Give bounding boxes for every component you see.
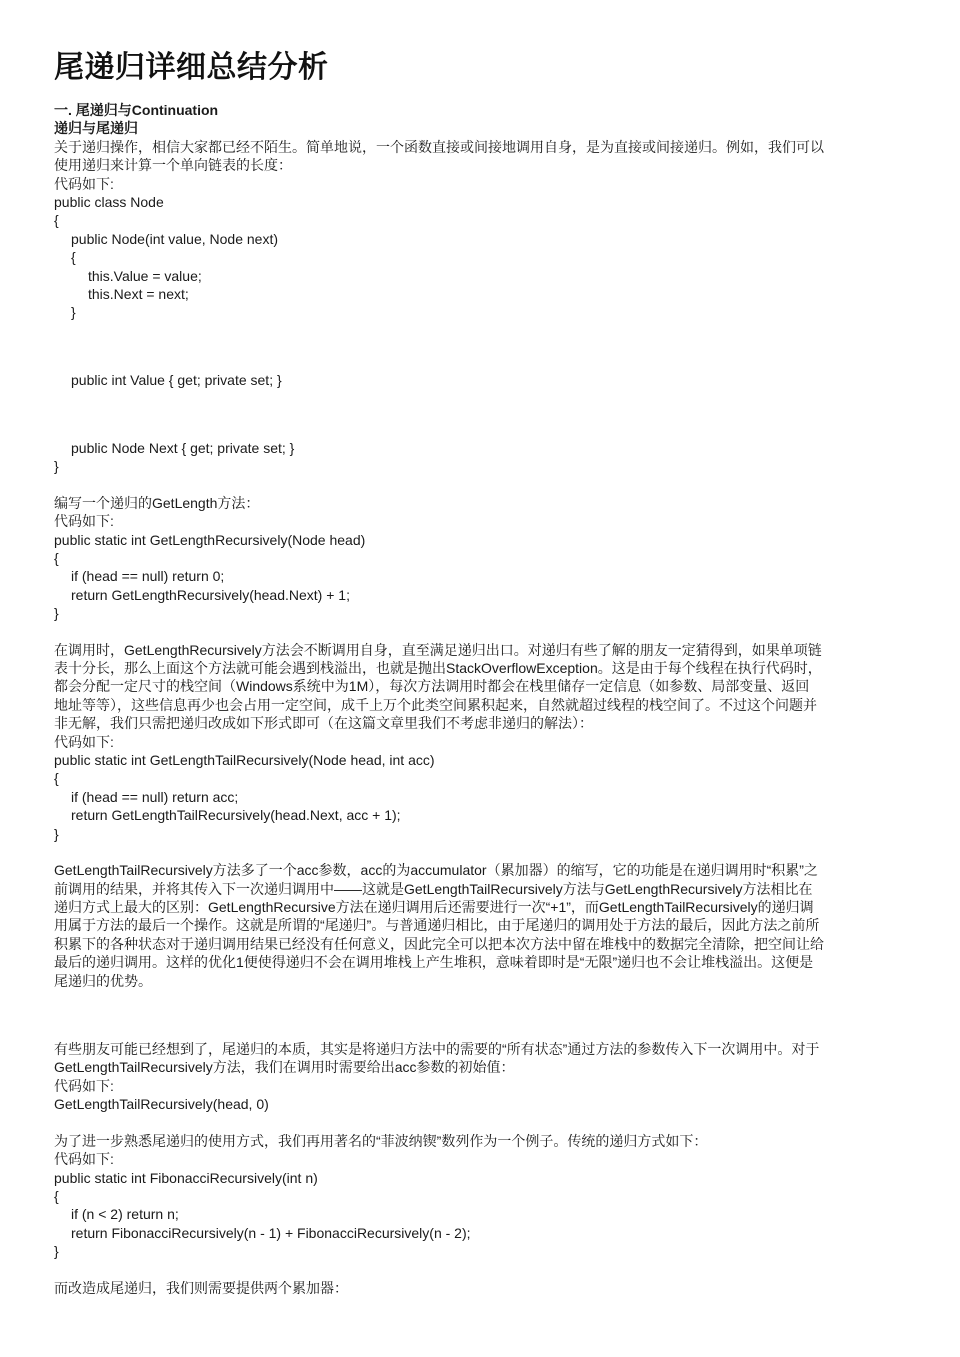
- code-line: }: [54, 458, 59, 474]
- paragraph-line: 用属于方法的最后一个操作。这就是所谓的“尾递归”。与普通递归相比，由于尾递归的调用处于方法的最后，因此方法之前所: [54, 917, 820, 933]
- paragraph-getlength: 编写一个递归的GetLength方法：: [54, 495, 260, 511]
- paragraph-line: GetLengthTailRecursively方法多了一个acc参数，acc的为accumulator（累加器）的缩写，它的功能是在递归调用时“积累”之: [54, 862, 818, 878]
- paragraph-line: 前调用的结果，并将其传入下一次递归调用中——这就是GetLengthTailRecursively方法与GetLengthRecursively方法相比在: [54, 881, 813, 897]
- code-line: public Node(int value, Node next): [71, 231, 279, 247]
- paragraph-line: 表十分长，那么上面这个方法就可能会遇到栈溢出，也就是抛出StackOverflowException。这是由于每个线程在执行代码时，: [54, 660, 822, 676]
- paragraph-fibonacci: 为了进一步熟悉尾递归的使用方式，我们再用著名的“菲波纳锲”数列作为一个例子。传统的递归方式如下：: [54, 1133, 708, 1149]
- code-line: GetLengthTailRecursively(head, 0): [54, 1096, 269, 1112]
- paragraph-last: 而改造成尾递归，我们则需要提供两个累加器：: [54, 1280, 348, 1296]
- code-label: 代码如下:: [54, 1078, 114, 1094]
- code-line: if (head == null) return acc;: [71, 789, 239, 805]
- code-line: {: [54, 550, 59, 566]
- paragraph-line: 非无解，我们只需把递归改成如下形式即可（在这篇文章里我们不考虑非递归的解法）：: [54, 715, 593, 731]
- code-line: {: [54, 770, 59, 786]
- paragraph-line: 积累下的各种状态对于递归调用结果已经没有任何意义，因此完全可以把本次方法中留在堆栈中的数据完全清除，把空间让给: [54, 936, 824, 952]
- code-line: public class Node: [54, 194, 164, 210]
- code-line: if (n < 2) return n;: [71, 1206, 179, 1222]
- code-line: {: [54, 1188, 59, 1204]
- code-line: return GetLengthRecursively(head.Next) + 1;: [71, 587, 350, 603]
- paragraph-line: 都会分配一定尺寸的栈空间（Windows系统中为1M），每次方法调用时都会在栈里储存一定信息（如参数、局部变量、返回: [54, 678, 810, 694]
- code-line: public static int FibonacciRecursively(int n): [54, 1170, 318, 1186]
- code-line: public static int GetLengthTailRecursively(Node head, int acc): [54, 752, 435, 768]
- code-line: if (head == null) return 0;: [71, 568, 225, 584]
- code-line: return GetLengthTailRecursively(head.Next, acc + 1);: [71, 807, 401, 823]
- intro-line-1: 关于递归操作，相信大家都已经不陌生。简单地说，一个函数直接或间接地调用自身，是为直接或间接递归。例如，我们可以: [54, 139, 824, 155]
- code-line: }: [71, 304, 76, 320]
- subheading: 递归与尾递归: [54, 120, 138, 136]
- code-line: {: [71, 249, 76, 265]
- code-line: }: [54, 605, 59, 621]
- code-label: 代码如下:: [54, 734, 114, 750]
- code-line: }: [54, 1243, 59, 1259]
- paragraph-line: 地址等等），这些信息再少也会占用一定空间，成千上万个此类空间累积起来，自然就超过线程的栈空间了。不过这个问题并: [54, 697, 817, 713]
- page-title: 尾递归详细总结分析: [54, 50, 329, 85]
- code-line: {: [54, 212, 59, 228]
- paragraph-line: 尾递归的优势。: [54, 973, 152, 989]
- paragraph-line: GetLengthTailRecursively方法，我们在调用时需要给出acc参数的初始值：: [54, 1059, 515, 1075]
- code-line: public Node Next { get; private set; }: [71, 440, 295, 456]
- intro-line-2: 使用递归来计算一个单向链表的长度：: [54, 157, 292, 173]
- paragraph-line: 递归方式上最大的区别：GetLengthRecursive方法在递归调用后还需要进行一次“+1”，而GetLengthTailRecursively的递归调: [54, 899, 814, 915]
- paragraph-line: 在调用时，GetLengthRecursively方法会不断调用自身，直至满足递归出口。对递归有些了解的朋友一定猜得到，如果单项链: [54, 642, 822, 658]
- code-line: this.Next = next;: [88, 286, 189, 302]
- code-line: }: [54, 826, 59, 842]
- code-label: 代码如下:: [54, 176, 114, 192]
- code-label: 代码如下:: [54, 513, 114, 529]
- paragraph-line: 最后的递归调用。这样的优化1便使得递归不会在调用堆栈上产生堆积，意味着即时是“无限”递归也不会让堆栈溢出。这便是: [54, 954, 814, 970]
- code-label: 代码如下:: [54, 1151, 114, 1167]
- code-line: public static int GetLengthRecursively(Node head): [54, 532, 366, 548]
- code-line: public int Value { get; private set; }: [71, 372, 282, 388]
- section-heading: 一. 尾递归与Continuation: [54, 102, 219, 118]
- code-line: return FibonacciRecursively(n - 1) + FibonacciRecursively(n - 2);: [71, 1225, 471, 1241]
- paragraph-line: 有些朋友可能已经想到了，尾递归的本质，其实是将递归方法中的需要的“所有状态”通过方法的参数传入下一次调用中。对于: [54, 1041, 820, 1057]
- code-line: this.Value = value;: [88, 268, 202, 284]
